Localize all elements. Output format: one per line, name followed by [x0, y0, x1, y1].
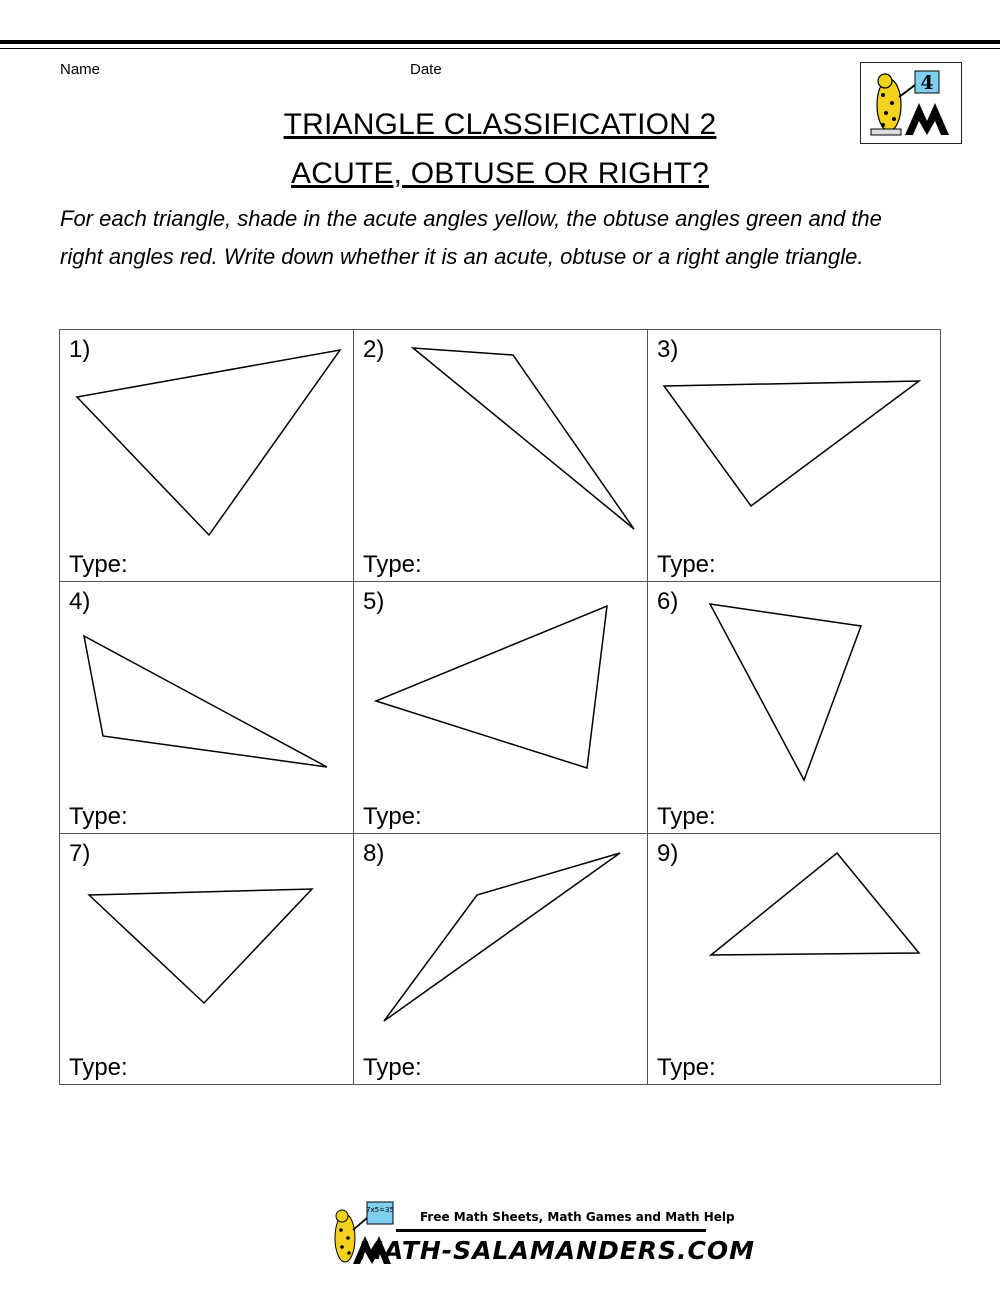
instructions: For each triangle, shade in the acute angles yellow, the obtuse angles green and the right angles red. Write down whether it is an acute, obtuse or a right angle triangle.	[60, 206, 882, 269]
top-rule	[0, 40, 1000, 44]
type-label: Type:	[69, 551, 128, 578]
type-label: Type:	[657, 551, 716, 578]
triangle-grid	[59, 329, 941, 1085]
triangle-cell-1	[60, 330, 354, 582]
footer-site-name[interactable]: MATH-SALAMANDERS.COM	[358, 1236, 756, 1265]
type-label: Type:	[69, 1054, 128, 1081]
triangle-cell-7	[60, 834, 354, 1084]
type-label: Type:	[657, 803, 716, 830]
triangle-4	[60, 582, 354, 834]
footer-sign-text: 7x5=35	[366, 1206, 394, 1214]
date-label: Date	[410, 61, 442, 78]
type-label: Type:	[69, 803, 128, 830]
triangle-cell-5	[354, 582, 648, 834]
footer-rule	[396, 1229, 706, 1232]
page-title: TRIANGLE CLASSIFICATION 2	[283, 108, 717, 141]
triangle-cell-9	[648, 834, 940, 1084]
cell-number: 7)	[69, 840, 91, 867]
triangle-9	[648, 834, 940, 1084]
triangle-5	[354, 582, 648, 834]
triangle-2	[354, 330, 648, 582]
triangle-cell-8	[354, 834, 648, 1084]
type-label: Type:	[363, 1054, 422, 1081]
cell-number: 5)	[363, 588, 385, 615]
grade-number: 4	[920, 72, 934, 94]
cell-number: 1)	[69, 336, 91, 363]
type-label: Type:	[363, 551, 422, 578]
triangle-cell-3	[648, 330, 940, 582]
triangle-3	[648, 330, 940, 582]
name-label: Name	[60, 61, 101, 78]
triangle-6	[648, 582, 940, 834]
triangle-cell-2	[354, 330, 648, 582]
triangle-8	[354, 834, 648, 1084]
triangle-cell-4	[60, 582, 354, 834]
page-subtitle: ACUTE, OBTUSE OR RIGHT?	[291, 157, 709, 190]
cell-number: 2)	[363, 336, 385, 363]
top-rule-thin	[0, 48, 1000, 49]
triangle-1	[60, 330, 354, 582]
cell-number: 3)	[657, 336, 679, 363]
footer-tagline: Free Math Sheets, Math Games and Math Help	[420, 1210, 735, 1224]
cell-number: 6)	[657, 588, 679, 615]
type-label: Type:	[657, 1054, 716, 1081]
cell-number: 8)	[363, 840, 385, 867]
cell-number: 4)	[69, 588, 91, 615]
type-label: Type:	[363, 803, 422, 830]
triangle-cell-6	[648, 582, 940, 834]
cell-number: 9)	[657, 840, 679, 867]
triangle-7	[60, 834, 354, 1084]
